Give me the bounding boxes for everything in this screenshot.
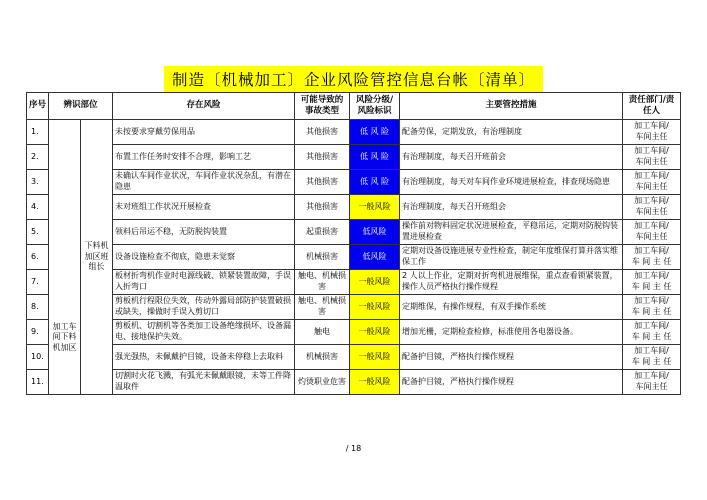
responsible-person: 车间主任 [635,157,668,166]
risk-cell: 布置工作任务时安排不合理，影响工艺 [113,145,295,170]
responsible-person: 车间主任 [635,182,668,191]
risk-cell: 剪板机、切割机等各类加工设备绝缘损坏、设备漏电、接地保护失效。 [113,320,295,345]
table-row [27,295,681,320]
risk-cell: 剪板机行程限位失效，传动外露局部防护装置破损或缺失，操做时手误入剪切口 [113,295,295,320]
risk-table [26,92,681,395]
control-measures: 2 人以上作业，定期对折弯机进展维保，重点查看锁紧装置，操作人员严格执行操作规程 [400,270,623,295]
header-resp: 责任部门/责任人 [623,93,681,120]
unit-team: 下料机加区班组长 [81,120,113,395]
row-number: 5. [27,220,49,245]
accident-type: 触电、机械损害 [295,295,350,320]
responsible-cell [623,295,681,320]
control-measures: 有治理制度，每天召开班前会 [400,145,623,170]
table-row [27,270,681,295]
row-number: 6. [27,245,49,270]
accident-type: 触电、机械损害 [295,270,350,295]
responsible-dept: 加工车间/ [634,371,669,381]
table-body [27,120,681,395]
accident-type: 其他损害 [295,120,350,145]
responsible-cell [623,320,681,345]
document-title: 制造〔机械加工〕企业风险管控信息台帐〔清单〕 [164,66,543,93]
responsible-dept: 加工车间/ [634,196,669,206]
header-level: 风险分级/风险标识 [350,93,400,120]
risk-level-badge: 一般风险 [350,295,400,320]
control-measures: 配备护目镜，严格执行操作规程 [400,370,623,395]
responsible-person: 车间主任 [635,132,668,141]
risk-level-badge: 低风险 [350,220,400,245]
responsible-cell [623,345,681,370]
row-number: 7. [27,270,49,295]
accident-type: 机械损害 [295,245,350,270]
risk-level-badge: 一般风险 [350,270,400,295]
table-row [27,220,681,245]
control-measures: 定期对设备设施进展专业性检查，制定年度维保打算并落实维保工作 [400,245,623,270]
responsible-dept: 加工车间/ [634,121,669,131]
row-number: 9. [27,320,49,345]
risk-level-badge: 一般风险 [350,345,400,370]
control-measures: 配备劳保，定期发放，有治理制度 [400,120,623,145]
header-accident: 可能导致的事故类型 [295,93,350,120]
risk-level-badge: 一般风险 [350,320,400,345]
responsible-dept: 加工车间/ [634,271,669,281]
header-risk: 存在风险 [113,93,295,120]
accident-type: 灼烫职业危害 [295,370,350,395]
control-measures: 有治理制度，每天召开班组会 [400,195,623,220]
responsible-dept: 加工车间/ [634,246,669,256]
table-row [27,195,681,220]
responsible-dept: 加工车间/ [634,146,669,156]
accident-type: 其他损害 [295,195,350,220]
responsible-cell [623,220,681,245]
title-wrap [0,66,707,93]
row-number: 11. [27,370,49,395]
responsible-cell [623,245,681,270]
risk-cell: 强光强热，未佩戴护目镜，设备未停稳上去取料 [113,345,295,370]
responsible-person: 车间主任 [635,207,668,216]
risk-cell: 设备设施检查不彻底，隐患未觉察 [113,245,295,270]
row-number: 2. [27,145,49,170]
header-measures: 主要管控措施 [400,93,623,120]
risk-level-badge: 低 风 险 [350,120,400,145]
responsible-person: 车 间 主 任 [631,257,672,266]
header-seq: 序号 [27,93,49,120]
table-row [27,370,681,395]
row-number: 1. [27,120,49,145]
control-measures: 增加光栅，定期检查检修，标准使用各电器设备。 [400,320,623,345]
row-number: 3. [27,170,49,195]
accident-type: 机械损害 [295,345,350,370]
risk-cell: 切割时火花飞溅，有弧光未佩戴眼镜，未等工件降温取件 [113,370,295,395]
row-number: 8. [27,295,49,320]
responsible-person: 车 间 主 任 [631,332,672,341]
responsible-person: 车 间 主 任 [631,307,672,316]
header-row [27,93,681,120]
risk-level-badge: 低 风 险 [350,170,400,195]
page-number: / 18 [345,444,362,453]
row-number: 10. [27,345,49,370]
table-row [27,345,681,370]
responsible-cell [623,195,681,220]
table-row [27,170,681,195]
control-measures: 操作前对物料固定状况进展检查，平稳吊运，定期对防脱钩装置进展检查 [400,220,623,245]
table-row [27,320,681,345]
control-measures: 定期维保，有操作规程，有双手操作系统 [400,295,623,320]
risk-cell: 领料后吊运不稳，无防脱钩装置 [113,220,295,245]
risk-cell: 未确认车间作业状况，车间作业状况杂乱，有潜在隐患 [113,170,295,195]
responsible-cell [623,145,681,170]
accident-type: 其他损害 [295,145,350,170]
responsible-cell [623,270,681,295]
responsible-dept: 加工车间/ [634,296,669,306]
header-unit: 辨识部位 [49,93,113,120]
risk-level-badge: 一般风险 [350,195,400,220]
responsible-dept: 加工车间/ [634,346,669,356]
responsible-cell [623,120,681,145]
responsible-dept: 加工车间/ [634,221,669,231]
responsible-person: 车间主任 [635,232,668,241]
risk-cell: 板材折弯机作业时电源线破、锁紧装置故障，手误入折弯口 [113,270,295,295]
unit-area: 加工车间下料机加区 [49,120,81,395]
responsible-dept: 加工车间/ [634,171,669,181]
responsible-dept: 加工车间/ [634,321,669,331]
responsible-cell [623,170,681,195]
table-row [27,120,681,145]
risk-cell: 未对班组工作状况开展检查 [113,195,295,220]
responsible-person: 车 间 主 任 [631,282,672,291]
risk-level-badge: 低风险 [350,245,400,270]
responsible-person: 车间主任 [635,382,668,391]
row-number: 4. [27,195,49,220]
responsible-person: 车 间 主 任 [631,357,672,366]
control-measures: 配备护目镜，严格执行操作规程 [400,345,623,370]
accident-type: 其他损害 [295,170,350,195]
risk-cell: 未按要求穿戴劳保用品 [113,120,295,145]
risk-level-badge: 一般风险 [350,370,400,395]
table-row [27,245,681,270]
risk-level-badge: 低 风 险 [350,145,400,170]
accident-type: 触电 [295,320,350,345]
accident-type: 起重损害 [295,220,350,245]
table-row [27,145,681,170]
responsible-cell [623,370,681,395]
control-measures: 有治理制度，每天对车间作业环境进展检查，排查现场隐患 [400,170,623,195]
